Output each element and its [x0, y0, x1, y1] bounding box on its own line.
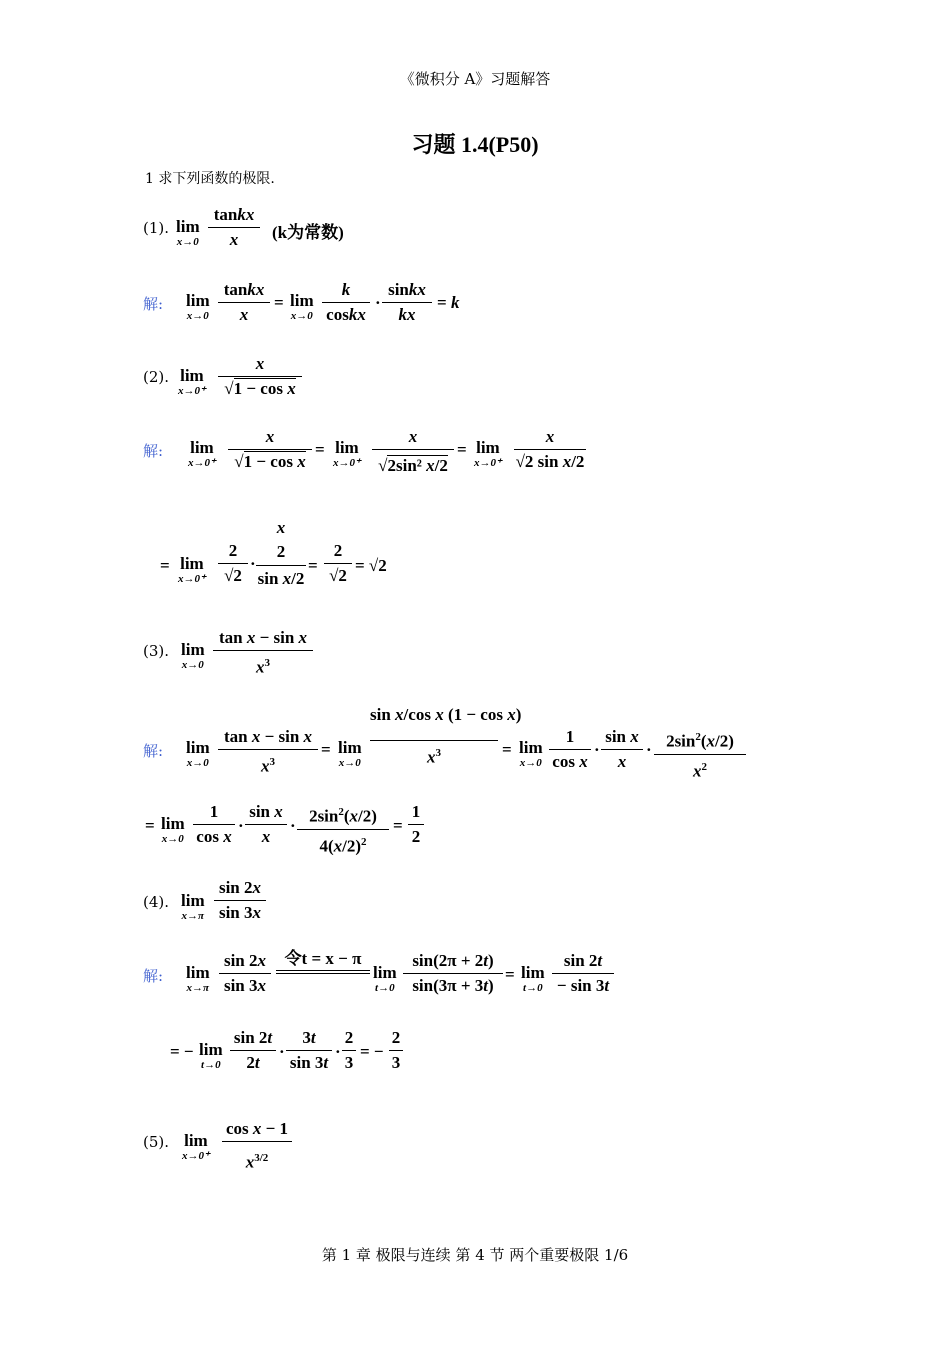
problem-5-label: (5). [143, 1133, 170, 1151]
solution-2-label: 解: [143, 442, 164, 460]
problem-4-label: (4). [143, 893, 170, 911]
problem-3-label: (3). [143, 642, 170, 660]
page-title: 习题 1.4(P50) [411, 132, 539, 157]
page-header: 《微积分 A》习题解答 [399, 70, 551, 88]
problem-1-note: (k为常数) [272, 223, 344, 242]
solution-1-label: 解: [143, 295, 164, 313]
substitution-label: 令t = x − π [284, 949, 362, 968]
problem-2-label: (2). [143, 368, 170, 386]
intro-text: 1 求下列函数的极限. [145, 171, 275, 187]
page-footer: 第 1 章 极限与连续 第 4 节 两个重要极限 1/6 [321, 1246, 629, 1264]
solution-4-label: 解: [143, 967, 164, 985]
problem-1-label: (1). [143, 219, 170, 237]
solution-3-label: 解: [143, 742, 164, 760]
